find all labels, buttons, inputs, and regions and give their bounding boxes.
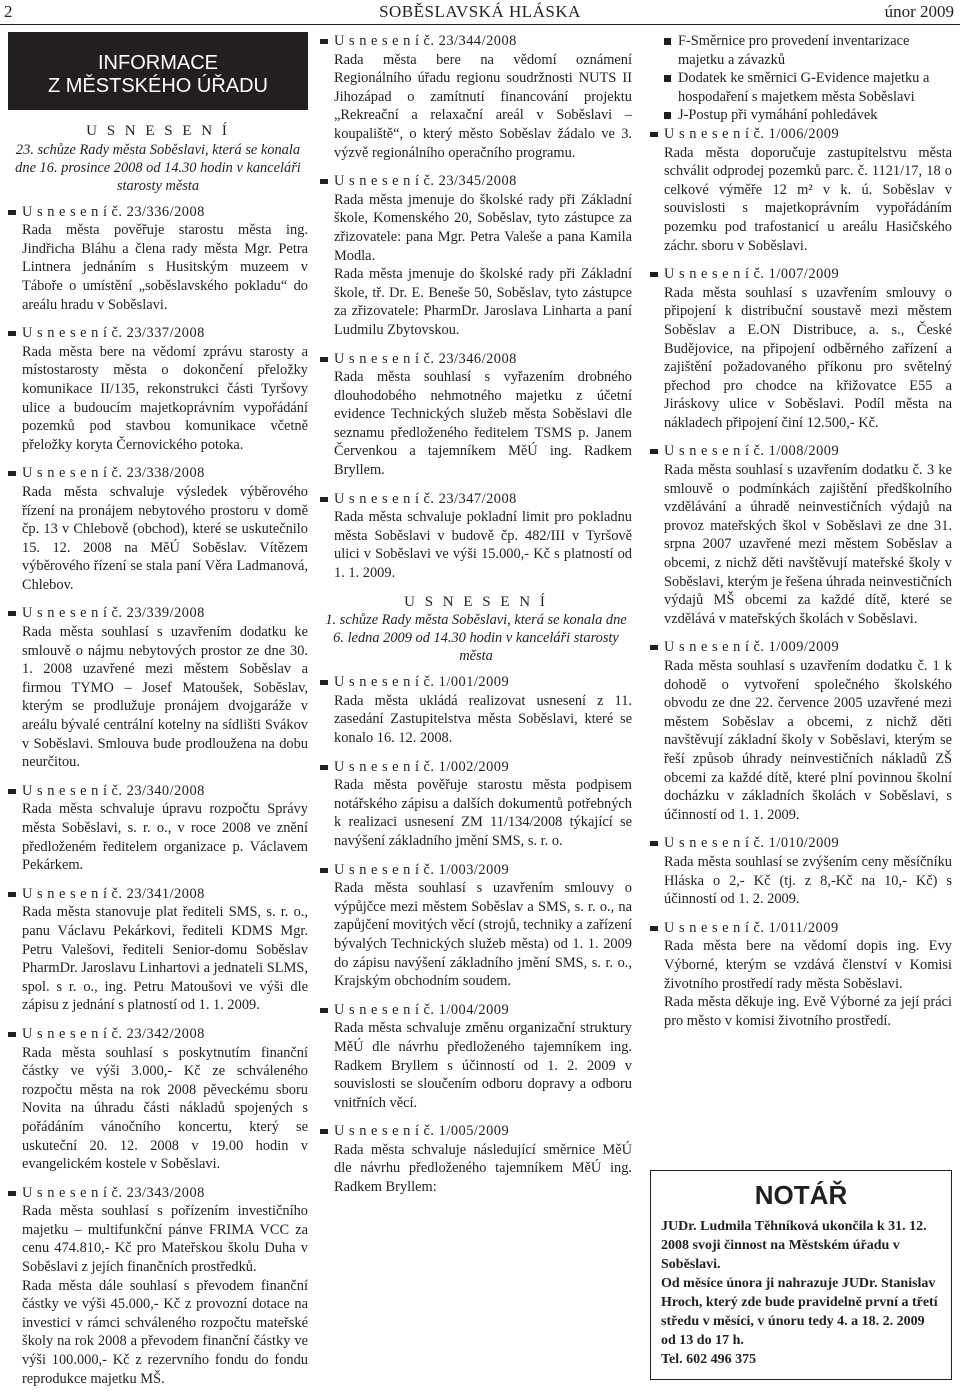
resolution-text: Rada města schvaluje pokladní limit pro pokladnu města Soběslavi v budově čp. 482/III v Tyršově ulici v Soběslavi ve výši 15.000,- Kč s platností od 1. 1. 2009. xyxy=(334,509,632,582)
resolution-id: U s n e s e n í č. 23/346/2008 xyxy=(320,350,632,369)
session1-subheading: 23. schůze Rady města Soběslavi, která se konala dne 16. prosince 2008 od 14.30 hodin v kanceláři starosty města xyxy=(15,141,301,194)
resolution-id: U s n e s e n í č. 23/337/2008 xyxy=(8,324,308,343)
resolution xyxy=(8,885,308,1015)
resolution-text: Rada města ukládá realizovat usnesení z 11. zasedání Zastupitelstva města Soběslavi, které se konalo 16. 12. 2008. xyxy=(334,692,632,746)
resolution-id: U s n e s e n í č. 1/004/2009 xyxy=(320,1001,632,1020)
resolution-id: U s n e s e n í č. 23/341/2008 xyxy=(8,885,308,904)
resolution-text: Rada města jmenuje do školské rady při Základní škole, Komenského 20, Soběslav, tyto zástupce za zřizovatele: pana Mgr. Petra Valeše a pana Kamila Modla. xyxy=(334,191,632,264)
directive-item: F-Směrnice pro provedení inventarizace majetku a závazků xyxy=(664,32,952,69)
resolution-id: U s n e s e n í č. 23/345/2008 xyxy=(320,172,632,191)
resolution-text-continued: Rada města dále souhlasí s převodem finanční částky ve výši 45.000,- Kč z provozní dotace na investici v rámci schváleného rozpočtu mateřské školy na rok 2008 a převodem finanční částky ve výši 100.000,- Kč z rezervního fondu do fondu reprodukce majetku MŠ. xyxy=(22,1277,308,1387)
notary-phone: Tel. 602 496 375 xyxy=(661,1352,757,1367)
directive-list xyxy=(650,32,952,125)
resolution xyxy=(320,861,632,991)
resolution-id: U s n e s e n í č. 1/003/2009 xyxy=(320,861,632,880)
resolution xyxy=(8,1184,308,1389)
resolution-id: U s n e s e n í č. 23/339/2008 xyxy=(8,604,308,623)
page-header xyxy=(0,0,960,26)
resolution xyxy=(8,1025,308,1174)
resolution xyxy=(8,203,308,315)
resolution-text: Rada města schvaluje následující směrnice MěÚ dle návrhu předloženého tajemníkem MěÚ ing. Radkem Bryllem: xyxy=(334,1141,632,1196)
session1-heading: U S N E S E N Í xyxy=(86,123,230,139)
resolution-id: U s n e s e n í č. 23/338/2008 xyxy=(8,464,308,483)
resolution-id: U s n e s e n í č. 1/010/2009 xyxy=(650,834,952,853)
resolution-text-continued: Rada města jmenuje do školské rady při Základní škole, tř. Dr. E. Beneše 50, Soběslav, tyto zástupce za zřizovatele: PharmDr. Jaroslava Linharta a paní Ludmilu Zbytovskou. xyxy=(334,266,632,338)
resolution-text: Rada města schvaluje úpravu rozpočtu Správy města Soběslavi, s. r. o., v roce 2008 ve znění předloženém ředitelem organizace p. Václavem Pekárkem. xyxy=(22,801,308,874)
resolution-text: Rada města schvaluje výsledek výběrového řízení na pronájem nebytového prostoru v domě čp. 13 v Chlebově (obchod), které se uskutečnilo 15. 12. 2008 na MěÚ Soběslav. Vítězem výběrového řízení se stala paní Věra Ladmanová, Chlebov. xyxy=(22,483,308,593)
resolution-text: Rada města souhlasí s poskytnutím finanční částky ve výši 3.000,- Kč ze schváleného rozpočtu města na rok 2008 pěveckému sboru Novita na úhradu části nákladů spojených s pořádáním vánočního koncertu, který se uskuteční 20. 12. 2008 v 19.00 hodin v evangelickém kostele v Soběslavi. xyxy=(22,1044,308,1173)
notary-title: NOTÁŘ xyxy=(754,1180,848,1210)
resolution-text: Rada města souhlasí s pořízením investičního majetku – multifunkční pánve FRIMA VCC za cenu 474.810,- Kč pro Mateřskou školu Duha v Soběslavi z jejích finančních prostředků. xyxy=(22,1203,308,1276)
resolution-text: Rada města souhlasí s uzavřením smlouvy o připojení k distribuční soustavě mezi městem Soběslav a E.ON Distribuce, a. s., České Budějovice, na připojení odběrného zařízení a zajištění požadovaného příkonu pro světelný přechod pro chodce na křižovatce E55 a Jiráskovy ulice v Soběslavi. Podíl města na nákladech připojení činí 12.500,- Kč. xyxy=(664,284,952,431)
resolution xyxy=(8,782,308,875)
resolution-text-continued: Rada města děkuje ing. Evě Výborné za její práci pro město v komisi životního prostředí. xyxy=(664,994,952,1029)
resolution xyxy=(8,324,308,454)
resolution xyxy=(650,125,952,255)
directive-item: J-Postup při vymáhání pohledávek xyxy=(664,106,952,125)
newspaper-title: SOBĚSLAVSKÁ HLÁSKA xyxy=(379,2,581,21)
resolution-id: U s n e s e n í č. 1/009/2009 xyxy=(650,638,952,657)
resolution-text: Rada města souhlasí s uzavřením dodatku ke smlouvě o nájmu nebytových prostor ze dne 30. 1. 2008 uzavřené mezi městem Soběslav a firmou TYMO – Josef Matoušek, Soběslav, kterým se prodlužuje pronájem dvojgaráže v areálu bývalé centrální kotelny na sídlišti Svákov v Soběslavi. Smlouva bude prodloužena na dobu neurčitou. xyxy=(22,624,308,771)
resolution xyxy=(320,1001,632,1113)
notary-paragraph: JUDr. Ludmila Těhníková ukončila k 31. 12. 2008 svoji činnost na Městském úřadu v Soběslavi. xyxy=(661,1219,927,1272)
header-divider xyxy=(0,24,960,25)
resolution-id: U s n e s e n í č. 1/011/2009 xyxy=(650,919,952,938)
resolution xyxy=(320,758,632,851)
issue-date: únor 2009 xyxy=(884,2,954,21)
resolution-id: U s n e s e n í č. 23/343/2008 xyxy=(8,1184,308,1203)
resolution-id: U s n e s e n í č. 23/336/2008 xyxy=(8,203,308,222)
resolution xyxy=(320,172,632,339)
directive-item: Dodatek ke směrnici G-Evidence majetku a hospodaření s majetkem města Soběslavi xyxy=(664,69,952,106)
resolution xyxy=(320,350,632,480)
resolution-text: Rada města bere na vědomí zprávu starosty a místostarosty města o dokončení přeložky komunikace II/135, rekonstrukci části Tyršovy ulice a budoucím majetkoprávním vypořádání pozemků pod stavbou komunikace včetně přeložky koryta Černovického potoka. xyxy=(22,343,308,453)
page-number: 2 xyxy=(4,2,13,21)
resolution xyxy=(320,32,632,162)
resolution-id: U s n e s e n í č. 1/005/2009 xyxy=(320,1122,632,1141)
resolution xyxy=(650,265,952,432)
resolution xyxy=(320,1122,632,1196)
resolution-text: Rada města pověřuje starostu města ing. Jindřicha Bláhu a člena rady města Mgr. Petra Lintnera jednáním s Husitským muzeem v Táboře o umístění „soběslavského pokladu“ do areálu hradu v Soběslavi. xyxy=(22,222,308,313)
resolution xyxy=(650,638,952,824)
column-1 xyxy=(8,32,308,1398)
resolution xyxy=(320,490,632,583)
session2-subheading: 1. schůze Rady města Soběslavi, která se konala dne 6. ledna 2009 od 14.30 hodin v kanceláři starosty města xyxy=(325,612,627,665)
resolution xyxy=(650,919,952,1031)
resolution xyxy=(8,604,308,771)
notary-paragraph: Od měsíce února ji nahrazuje JUDr. Stanislav Hroch, který zde bude pravidelně první a třetí středu v měsíci, v únoru tedy 4. a 18. 2. 2009 od 13 do 17 h. xyxy=(661,1276,938,1348)
session2-heading: U S N E S E N Í xyxy=(404,593,548,610)
resolution-text: Rada města schvaluje změnu organizační struktury MěÚ dle návrhu předloženého tajemníkem ing. Radkem Bryllem s účinností od 1. 2. 2009 v souvislosti se sloučením odboru dopravy a odboru vnitřních věcí. xyxy=(334,1020,632,1111)
notary-notice-box xyxy=(650,1170,952,1380)
resolution-id: U s n e s e n í č. 23/342/2008 xyxy=(8,1025,308,1044)
resolution-text: Rada města bere na vědomí oznámení Regionálního úřadu regionu soudržnosti NUTS II Jihozápad o zamítnutí financování projektu „Rekreační a relaxační areál v Soběslavi – koupaliště“, o který město Soběslav žádalo ve 3. výzvě regionálního operačního programu. xyxy=(334,51,632,161)
resolution xyxy=(650,442,952,628)
resolution-id: U s n e s e n í č. 1/008/2009 xyxy=(650,442,952,461)
section-title-line2: Z MĚSTSKÉHO ÚŘADU xyxy=(47,75,269,97)
resolution-text: Rada města souhlasí s uzavřením smlouvy o výpůjčce mezi městem Soběslav a SMS, s. r. o., na zapůjčení movitých věcí (strojů, techniky a zařízení bývalých Technických služeb města) od 1. 1. 2009 do zápisu navýšení základního jmění SMS, s. r. o., Krajským obchodním soudem. xyxy=(334,880,632,990)
resolution-text: Rada města doporučuje zastupitelstvu města schválit odprodej pozemků parc. č. 1121/17, 18 o celkové výměře 12 m² v k. ú. Soběslav v souvislosti s majetkoprávním vypořádáním pozemku pod trafostanicí u areálu Hasičského záchr. sboru v Soběslavi. xyxy=(664,144,952,254)
resolution xyxy=(320,673,632,747)
column-2 xyxy=(320,32,632,1207)
resolution-id: U s n e s e n í č. 1/001/2009 xyxy=(320,673,632,692)
resolution-id: U s n e s e n í č. 23/344/2008 xyxy=(320,32,632,51)
resolution-text: Rada města souhlasí s uzavřením dodatku č. 1 k dohodě o vytvoření společného školského obvodu ze dne 22. července 2005 uzavřené mezi městem Soběslav a obcemi, z nichž děti navštěvují základní školy v Soběslavi, kterým se řeší způsob úhrady neinvestičních nákladů ZŠ obcemi za každé dítě, které plní povinnou školní docházku v základních školách v Soběslavi, s účinností od 1. 1. 2009. xyxy=(664,658,952,823)
section-title-line1: INFORMACE xyxy=(98,52,218,74)
resolution-text: Rada města bere na vědomí dopis ing. Evy Výborné, kterým se vzdává členství v Komisi životního prostředí rady města Soběslavi. xyxy=(664,938,952,992)
resolution-id: U s n e s e n í č. 1/006/2009 xyxy=(650,125,952,144)
resolution-text: Rada města stanovuje plat řediteli SMS, s. r. o., panu Václavu Pekárkovi, řediteli KDMS Mgr. Petru Valešovi, řediteli Senior-domu Soběslav PharmDr. Jaroslavu Linhartovi a jednateli SLMS, spol. s r. o., ing. Petru Matoušovi ve výši dle zápisu z jednání s platností od 1. 1. 2009. xyxy=(22,904,308,1014)
resolution-id: U s n e s e n í č. 23/340/2008 xyxy=(8,782,308,801)
resolution xyxy=(8,464,308,594)
resolution-id: U s n e s e n í č. 1/007/2009 xyxy=(650,265,952,284)
resolution-text: Rada města souhlasí se zvýšením ceny měsíčníku Hláska o 2,- Kč (tj. z 8,-Kč na 10,- Kč) s účinností od 1. 2. 2009. xyxy=(664,853,952,908)
resolution-text: Rada města pověřuje starostu města podpisem notářského zápisu a dalších dokumentů potřebných k realizaci usnesení ZM 11/134/2008 týkající se navýšení základního jmění SMS, s. r. o. xyxy=(334,777,632,849)
section-title-box xyxy=(8,32,308,110)
column-3 xyxy=(650,32,952,1040)
resolution-text: Rada města souhlasí s uzavřením dodatku č. 3 ke smlouvě o podmínkách zajištění předškolního vzdělávání a úhradě neinvestičních výdajů na provoz mateřských škol v Soběslavi ze dne 31. srpna 2007 uzavřené mezi městem Soběslav a obcemi, z nichž děti navštěvují mateřské školy v Soběslavi, kterým je řešena úhrada neinvestičních výdajů MŠ obcemi za každé dítě, které se vzdělává v mateřských školách v Soběslavi. xyxy=(664,462,952,627)
resolution-id: U s n e s e n í č. 23/347/2008 xyxy=(320,490,632,509)
resolution xyxy=(650,834,952,908)
resolution-id: U s n e s e n í č. 1/002/2009 xyxy=(320,758,632,777)
resolution-text: Rada města souhlasí s vyřazením drobného dlouhodobého nehmotného majetku z účetní evidence Technických služeb města Soběslavi dle seznamu předloženého ředitelem TSMS p. Janem Červenkou a tajemníkem MěÚ ing. Radkem Bryllem. xyxy=(334,369,632,479)
